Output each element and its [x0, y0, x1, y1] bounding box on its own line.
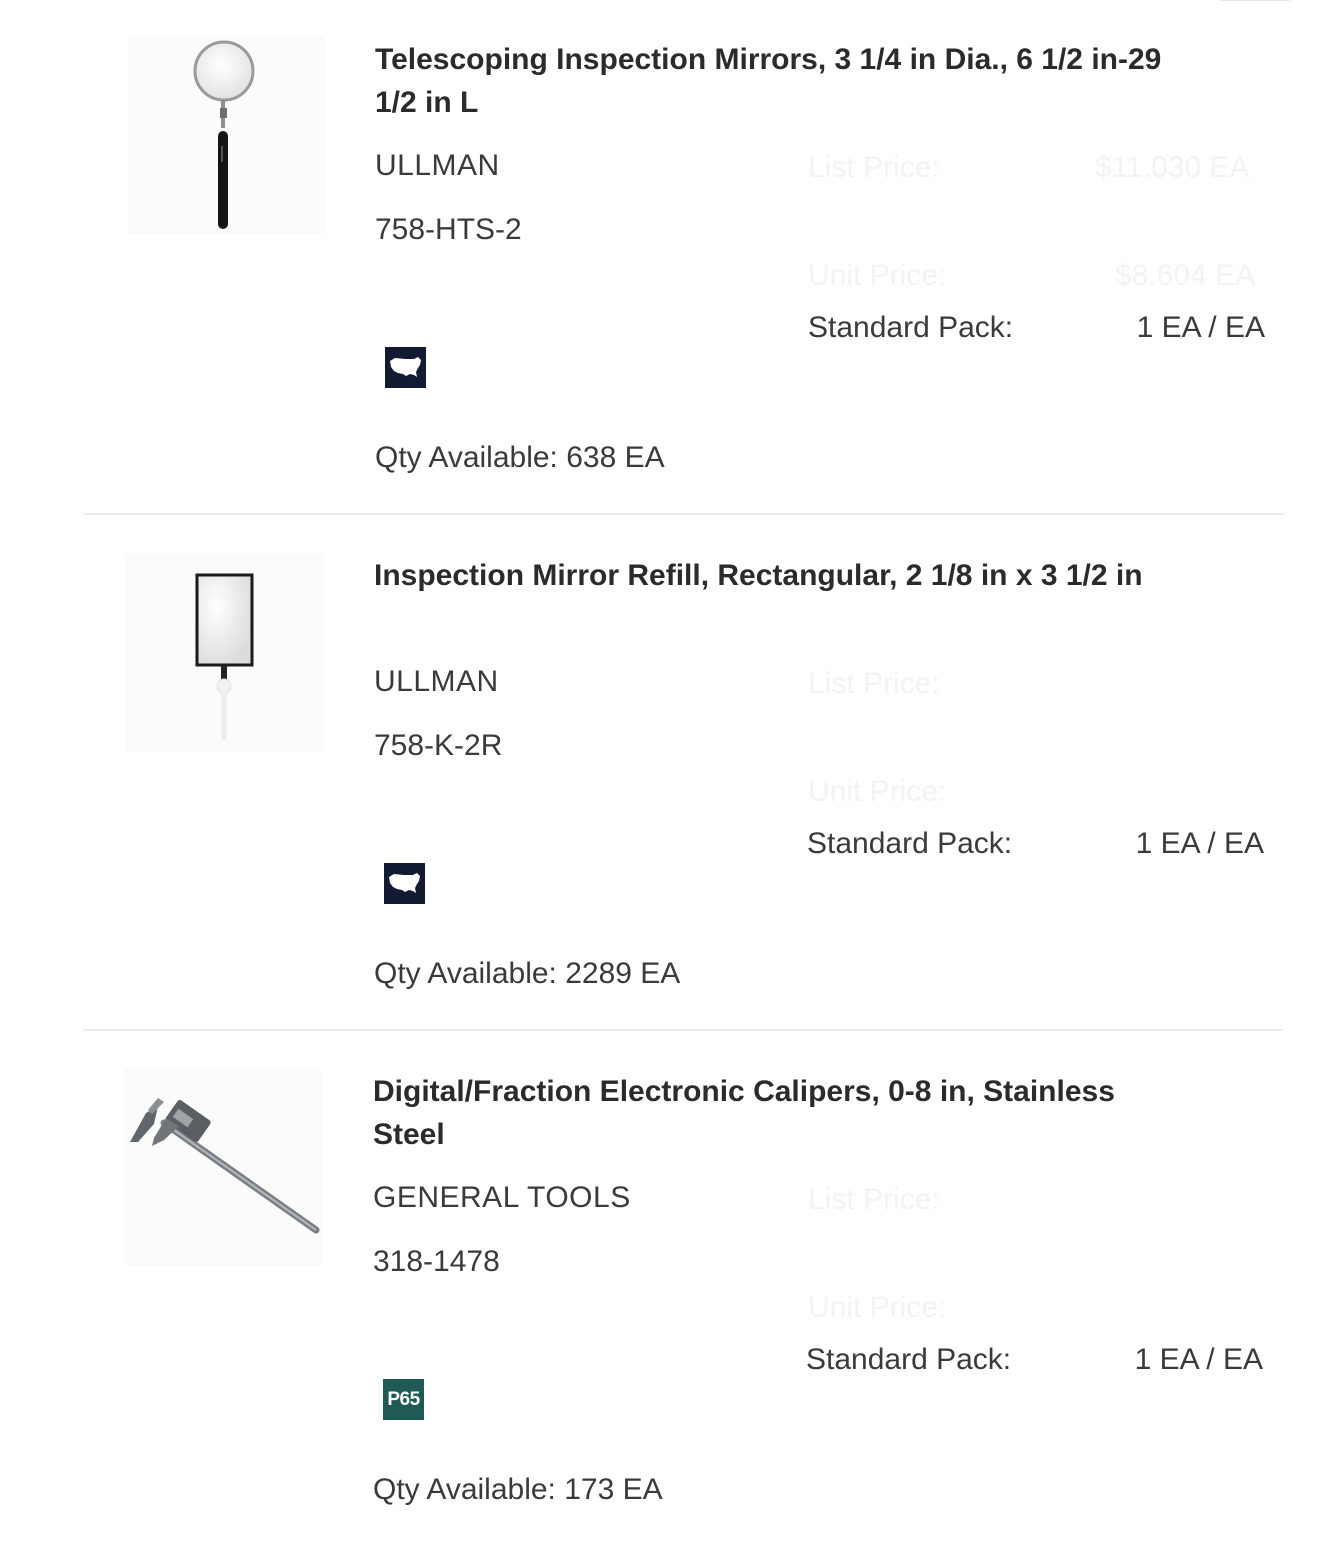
made-in-usa-icon: [385, 347, 426, 388]
product-divider: [83, 1029, 1283, 1031]
mirror-refill-image: [126, 554, 324, 752]
product-brand: ULLMAN: [375, 149, 500, 182]
standard-pack-label: Standard Pack:: [806, 1343, 1012, 1376]
product-title[interactable]: Inspection Mirror Refill, Rectangular, 2 1/8 in x 3 1/2 in: [374, 559, 1143, 592]
product-card: [0, 516, 1326, 1032]
product-card: [0, 0, 1326, 516]
unit-price-label: Unit Price:: [808, 775, 947, 808]
product-image-telescoping-mirror[interactable]: [127, 36, 325, 234]
telescoping-mirror-image: [127, 36, 325, 234]
unit-price-label: Unit Price:: [808, 259, 947, 292]
calipers-image: [124, 1068, 322, 1266]
made-in-usa-icon: [384, 863, 425, 904]
product-part-number: 758-K-2R: [374, 729, 503, 762]
standard-pack-label: Standard Pack:: [807, 827, 1013, 860]
product-image-mirror-refill[interactable]: [126, 554, 324, 752]
list-price-label: List Price:: [808, 151, 940, 184]
list-price-value: $11.030 EA: [1095, 151, 1250, 184]
product-part-number: 318-1478: [373, 1245, 500, 1278]
product-brand: GENERAL TOOLS: [373, 1181, 631, 1214]
qty-available: Qty Available: 173 EA: [373, 1473, 663, 1506]
standard-pack-value: 1 EA / EA: [1134, 1343, 1263, 1376]
product-title[interactable]: Telescoping Inspection Mirrors, 3 1/4 in Dia., 6 1/2 in-29 1/2 in L: [375, 43, 1162, 119]
standard-pack-label: Standard Pack:: [808, 311, 1014, 344]
product-divider: [84, 513, 1284, 515]
standard-pack-value: 1 EA / EA: [1135, 827, 1264, 860]
product-title[interactable]: Digital/Fraction Electronic Calipers, 0-8 in, Stainless Steel: [373, 1075, 1115, 1151]
unit-price-label: Unit Price:: [808, 1291, 947, 1324]
list-price-label: List Price:: [808, 1183, 940, 1216]
list-price-label: List Price:: [808, 667, 940, 700]
qty-available: Qty Available: 2289 EA: [374, 957, 681, 990]
product-image-calipers[interactable]: [124, 1068, 322, 1266]
standard-pack-value: 1 EA / EA: [1136, 311, 1265, 344]
unit-price-value: $8.604 EA: [1115, 259, 1256, 292]
qty-available: Qty Available: 638 EA: [375, 441, 665, 474]
product-card: [0, 1032, 1326, 1548]
product-brand: ULLMAN: [374, 665, 499, 698]
prop65-warning-icon[interactable]: P65: [383, 1379, 424, 1420]
product-part-number: 758-HTS-2: [375, 213, 522, 246]
